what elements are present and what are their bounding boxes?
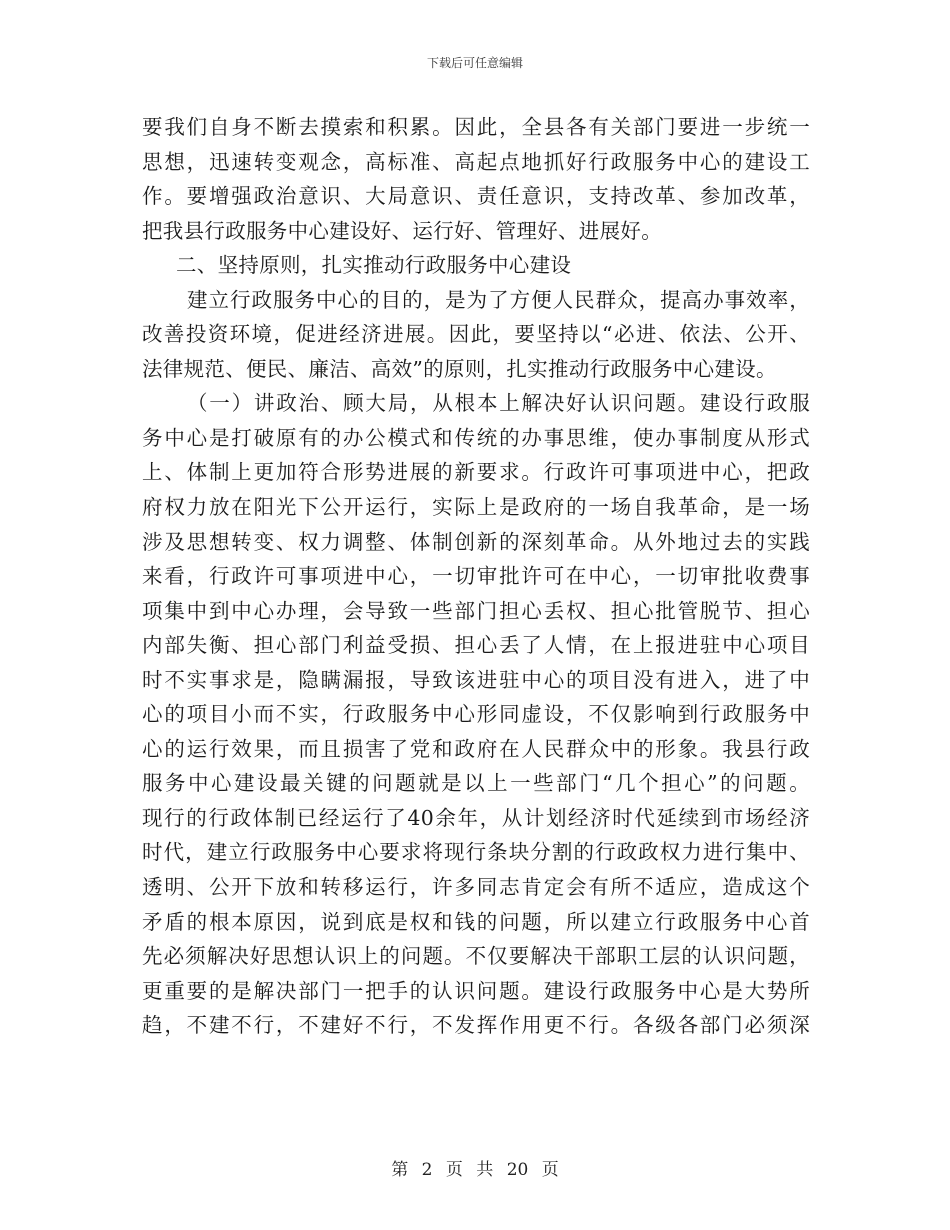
text-line: 建立行政服务中心的目的，是为了方便人民群众，提高办事效率， [187, 287, 810, 312]
text-line: 把我县行政服务中心建设好、运行好、管理好、进展好。 [142, 218, 662, 243]
document-body [142, 110, 810, 1043]
text-line: 涉及思想转变、权力调整、体制创新的深刻革命。从外地过去的实践 [142, 529, 810, 554]
text-line: 来看，行政许可事项进中心，一切审批许可在中心，一切审批收费事 [142, 564, 810, 589]
page-number-footer: 第 2 页 共 20 页 [391, 1160, 559, 1180]
text-line: 矛盾的根本原因，说到底是权和钱的问题，所以建立行政服务中心首 [142, 909, 810, 934]
text-line: 法律规范、便民、廉洁、高效”的原则，扎实推动行政服务中心建设。 [142, 356, 777, 381]
text-line: 府权力放在阳光下公开运行，实际上是政府的一场自我革命，是一场 [142, 495, 810, 520]
section-heading: 二、坚持原则，扎实推动行政服务中心建设 [176, 253, 572, 278]
text-line: 更重要的是解决部门一把手的认识问题。建设行政服务中心是大势所 [142, 978, 810, 1003]
text-line: 改善投资环境，促进经济进展。因此，要坚持以“必进、依法、公开、 [142, 322, 810, 347]
text-line: 时不实事求是，隐瞒漏报，导致该进驻中心的项目没有进入，进了中 [142, 667, 810, 692]
text-line: 思想，迅速转变观念，高标准、高起点地抓好行政服务中心的建设工 [142, 149, 810, 174]
text-line: 项集中到中心办理，会导致一些部门担心丢权、担心批管脱节、担心 [142, 598, 810, 623]
text-line: 要我们自身不断去摸索和积累。因此，全县各有关部门要进一步统一 [142, 115, 810, 139]
text-line: 现行的行政体制已经运行了40余年，从计划经济时代延续到市场经济 [142, 805, 810, 830]
text-line: 内部失衡、担心部门利益受损、担心丢了人情，在上报进驻中心项目 [142, 633, 810, 658]
text-line: 务中心是打破原有的办公模式和传统的办事思维，使办事制度从形式 [142, 425, 810, 450]
text-line: 上、体制上更加符合形势进展的新要求。行政许可事项进中心，把政 [142, 460, 810, 485]
text-line: 心的项目小而不实，行政服务中心形同虚设，不仅影响到行政服务中 [142, 702, 810, 727]
text-line: 透明、公开下放和转移运行，许多同志肯定会有所不适应，造成这个 [142, 875, 810, 900]
text-line: 先必须解决好思想认识上的问题。不仅要解决干部职工层的认识问题， [142, 944, 810, 969]
text-line: 趋，不建不行，不建好不行，不发挥作用更不行。各级各部门必须深 [142, 1013, 810, 1038]
text-line: 作。要增强政治意识、大局意识、责任意识，支持改革、参加改革， [142, 184, 810, 209]
text-line: 服务中心建设最关键的问题就是以上一些部门“几个担心”的问题。 [142, 771, 810, 796]
text-line: 心的运行效果，而且损害了党和政府在人民群众中的形象。我县行政 [142, 736, 810, 761]
text-line: 时代，建立行政服务中心要求将现行条块分割的行政政权力进行集中、 [142, 840, 810, 865]
subsection-line: （一）讲政治、顾大局，从根本上解决好认识问题。建设行政服 [187, 391, 810, 416]
page-header: 下载后可任意编辑 [426, 56, 523, 70]
